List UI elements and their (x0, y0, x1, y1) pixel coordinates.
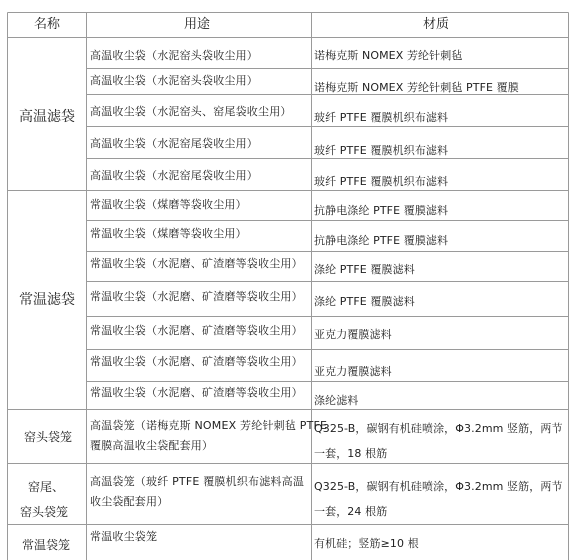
material-cell: 诺梅克斯 NOMEX 芳纶针刺毡 PTFE 覆膜 (314, 81, 519, 94)
material-cell-line: Q325-B，碳钢有机硅喷涂，Φ3.2mm 竖筋，两节 (314, 422, 563, 435)
group-name-high-temp-bag: 高温滤袋 (19, 109, 75, 125)
material-cell: 诺梅克斯 NOMEX 芳纶针刺毡 (314, 49, 463, 62)
use-cell-line: 高温袋笼（玻纤 PTFE 覆膜机织布滤料高温 (90, 475, 305, 488)
use-cell-line: 收尘袋配套用） (90, 495, 169, 508)
material-cell: 玻纤 PTFE 覆膜机织布滤料 (314, 175, 449, 188)
group-name-normal-temp-cage: 常温袋笼 (22, 538, 71, 552)
group-name-kiln-tail-head-cage-line: 窑头袋笼 (20, 505, 69, 519)
group-name-normal-temp-bag: 常温滤袋 (19, 292, 75, 308)
material-cell: 有机硅；竖筋≥10 根 (314, 537, 419, 550)
use-cell: 高温收尘袋（水泥窑尾袋收尘用） (90, 169, 258, 182)
use-cell: 常温收尘袋（煤磨等袋收尘用） (90, 227, 247, 240)
header-material: 材质 (423, 17, 450, 32)
use-cell: 高温收尘袋（水泥窑头袋收尘用） (90, 49, 258, 62)
material-cell-line: 一套，24 根筋 (314, 505, 388, 518)
group-name-kiln-head-cage: 窑头袋笼 (24, 430, 73, 444)
header-name: 名称 (34, 17, 61, 32)
material-cell: 玻纤 PTFE 覆膜机织布滤料 (314, 111, 449, 124)
header-use: 用途 (184, 17, 211, 32)
use-cell: 常温收尘袋笼 (90, 530, 158, 543)
use-cell-line: 覆膜高温收尘袋配套用） (90, 439, 214, 452)
use-cell: 常温收尘袋（水泥磨、矿渣磨等袋收尘用） (90, 355, 303, 368)
material-cell-line: Q325-B，碳钢有机硅喷涂，Φ3.2mm 竖筋，两节 (314, 480, 563, 493)
group-name-kiln-tail-head-cage-line: 窑尾、 (28, 480, 65, 494)
material-cell: 亚克力覆膜滤料 (314, 328, 392, 341)
use-cell-line: 高温袋笼（诺梅克斯 NOMEX 芳纶针刺毡 PTFE (90, 419, 328, 432)
use-cell: 常温收尘袋（水泥磨、矿渣磨等袋收尘用） (90, 324, 303, 337)
material-cell: 玻纤 PTFE 覆膜机织布滤料 (314, 144, 449, 157)
use-cell: 常温收尘袋（煤磨等袋收尘用） (90, 198, 247, 211)
use-cell: 常温收尘袋（水泥磨、矿渣磨等袋收尘用） (90, 386, 303, 399)
use-cell: 高温收尘袋（水泥窑头袋收尘用） (90, 74, 258, 87)
material-cell: 抗静电涤纶 PTFE 覆膜滤料 (314, 204, 449, 217)
material-cell: 涤纶 PTFE 覆膜滤料 (314, 263, 415, 276)
material-cell: 涤纶滤料 (314, 394, 359, 407)
use-cell: 高温收尘袋（水泥窑头、窑尾袋收尘用） (90, 105, 292, 118)
material-cell: 涤纶 PTFE 覆膜滤料 (314, 295, 415, 308)
material-cell-line: 一套，18 根筋 (314, 447, 388, 460)
material-cell: 抗静电涤纶 PTFE 覆膜滤料 (314, 234, 449, 247)
use-cell: 高温收尘袋（水泥窑尾袋收尘用） (90, 137, 258, 150)
use-cell: 常温收尘袋（水泥磨、矿渣磨等袋收尘用） (90, 290, 303, 303)
use-cell: 常温收尘袋（水泥磨、矿渣磨等袋收尘用） (90, 257, 303, 270)
material-cell: 亚克力覆膜滤料 (314, 365, 392, 378)
